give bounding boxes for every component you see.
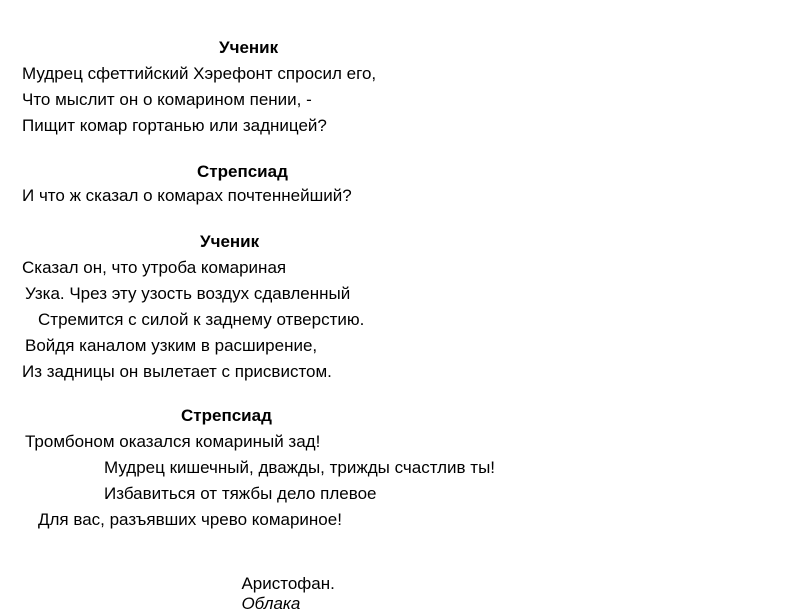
attribution-work: Облака <box>241 594 301 613</box>
verse-line-12: Избавиться от тяжбы дело плевое <box>104 484 377 503</box>
verse-line-4: И что ж сказал о комарах почтеннейший? <box>22 186 352 205</box>
verse-line-1: Мудрец сфеттийский Хэрефонт спросил его, <box>22 64 377 83</box>
attribution-author: Аристофан. <box>241 574 335 593</box>
verse-line-6: Узка. Чрез эту узость воздух сдавленный <box>25 284 351 303</box>
verse-line-8: Войдя каналом узким в расширение, <box>25 336 318 355</box>
verse-line-3: Пищит комар гортанью или задницей? <box>22 116 327 135</box>
speaker-strepsiades-1: Стрепсиад <box>197 162 288 181</box>
speaker-strepsiades-2: Стрепсиад <box>181 406 272 425</box>
speaker-student-2: Ученик <box>200 232 260 251</box>
verse-line-2: Что мыслит он о комарином пении, - <box>22 90 312 109</box>
speaker-student-1: Ученик <box>219 38 279 57</box>
verse-line-10: Тромбоном оказался комариный зад! <box>25 432 321 451</box>
verse-line-7: Стремится с силой к заднему отверстию. <box>38 310 365 329</box>
attribution <box>232 554 335 614</box>
verse-line-9: Из задницы он вылетает с присвистом. <box>22 362 332 381</box>
verse-line-11: Мудрец кишечный, дважды, трижды счастлив ты! <box>104 458 496 477</box>
verse-line-13: Для вас, разъявших чрево комариное! <box>38 510 342 529</box>
verse-line-5: Сказал он, что утроба комариная <box>22 258 287 277</box>
